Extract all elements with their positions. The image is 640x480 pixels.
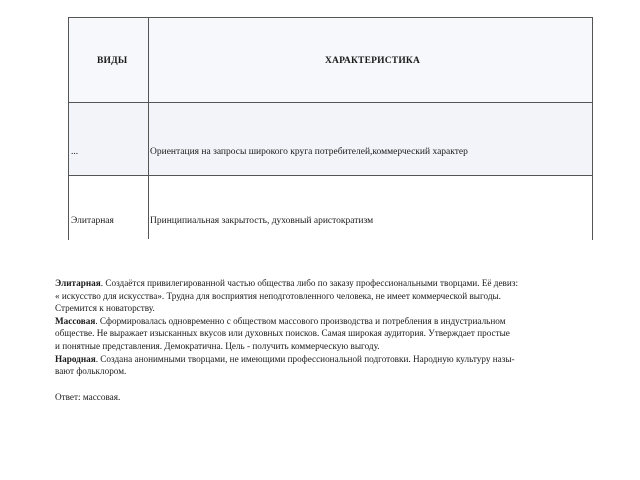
column-divider <box>148 18 149 239</box>
row-characteristic: Ориентация на запросы широкого круга потребителей,коммерческий характер <box>150 147 468 157</box>
elite-line-2: « искусство для искусства». Трудна для восприятия неподготовленного человека, не имеет коммерческой выгоды. <box>55 290 501 301</box>
elite-line-1: . Создаётся привилегированной частью общества либо по заказу профессиональными творцами. Её девиз: <box>100 278 518 288</box>
mass-line-2: обществе. Не выражает изысканных вкусов или духовных поисков. Самая широкая аудитория. Утверждает простые <box>55 328 510 339</box>
paragraph-folk <box>55 353 600 378</box>
mass-line-1: . Сформировалась одновременно с обществом массового производства и потребления в индустриальном <box>95 315 506 326</box>
explanation-text <box>55 277 600 403</box>
folk-line-2: вают фольклором. <box>55 366 127 377</box>
term-mass: Массовая <box>55 315 96 326</box>
paragraph-elite <box>55 277 600 315</box>
mass-line-3: и понятные представления. Демократична. Цель - получить коммерческую выгоду. <box>55 340 380 351</box>
elite-line-3: Стремится к новаторству. <box>55 303 155 314</box>
row-kind: ... <box>71 147 79 157</box>
answer-line: Ответ: массовая. <box>55 391 121 402</box>
paragraph-mass <box>55 315 600 353</box>
row-kind: Элитарная <box>71 216 114 226</box>
culture-types-table <box>68 17 593 240</box>
header-kinds: ВИДЫ <box>97 56 128 66</box>
term-elite: Элитарная <box>55 278 101 288</box>
row-characteristic: Принципиальная закрытость, духовный аристократизм <box>150 216 374 226</box>
folk-line-1: . Создана анонимными творцами, не имеющими профессиональной подготовки. Народную культуру назы- <box>95 353 515 364</box>
term-folk: Народная <box>55 353 96 364</box>
header-characteristic: ХАРАКТЕРИСТИКА <box>325 56 421 66</box>
